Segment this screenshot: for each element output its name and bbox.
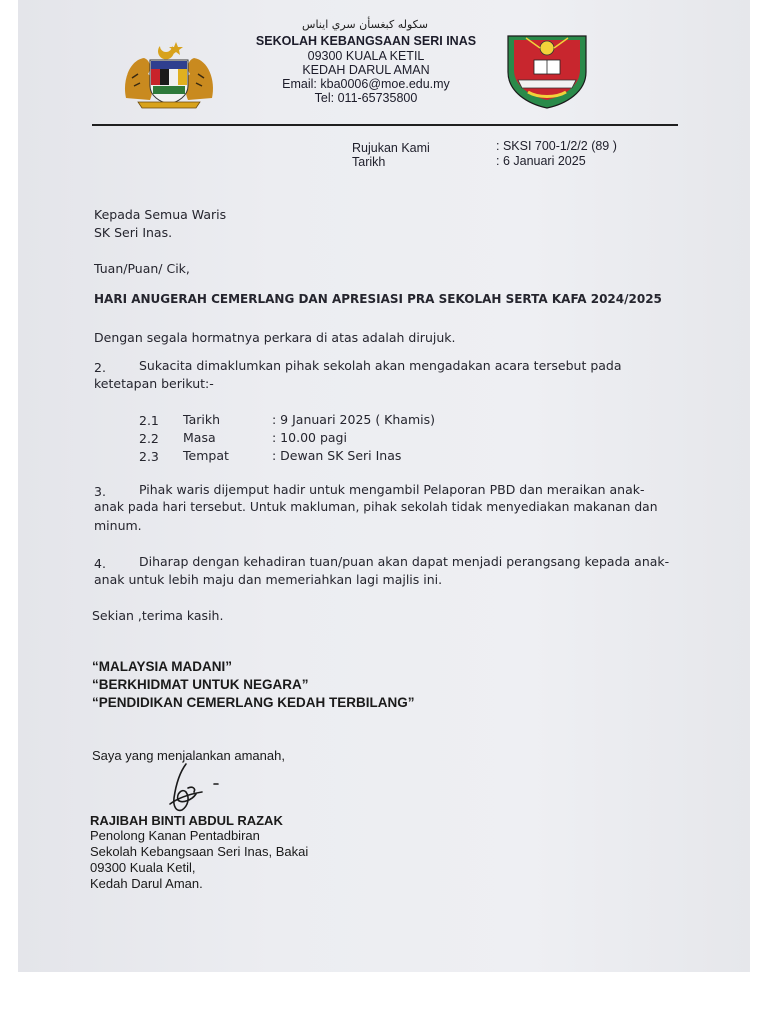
detail-value: : 9 Januari 2025 ( Khamis) bbox=[272, 412, 436, 427]
rujukan-value: : SKSI 700-1/2/2 (89 ) bbox=[496, 139, 617, 153]
paragraph-3-line-1: Pihak waris dijemput hadir untuk mengambil Pelaporan PBD dan meraikan anak- bbox=[139, 482, 645, 497]
detail-number: 2.2 bbox=[139, 431, 159, 446]
coat-of-arms-icon bbox=[120, 38, 218, 110]
tarikh-label: Tarikh bbox=[352, 155, 386, 169]
signatory-name: RAJIBAH BINTI ABDUL RAZAK bbox=[90, 813, 283, 828]
tarikh-value: : 6 Januari 2025 bbox=[496, 154, 586, 168]
signatory-address-1: 09300 Kuala Ketil, bbox=[90, 860, 196, 875]
paragraph-1: Dengan segala hormatnya perkara di atas adalah dirujuk. bbox=[94, 330, 456, 345]
recipient-line-1: Kepada Semua Waris bbox=[94, 207, 227, 222]
school-phone: Tel: 011-65735800 bbox=[314, 91, 418, 105]
paragraph-4-line-1: Diharap dengan kehadiran tuan/puan akan dapat menjadi perangsang kepada anak- bbox=[139, 554, 670, 569]
address-line-1: 09300 KUALA KETIL bbox=[307, 49, 425, 63]
trust-line: Saya yang menjalankan amanah, bbox=[92, 748, 285, 763]
paragraph-4-number: 4. bbox=[94, 556, 106, 571]
address-line-2: KEDAH DARUL AMAN bbox=[302, 63, 430, 77]
school-email: Email: kba0006@moe.edu.my bbox=[282, 77, 450, 91]
paragraph-3-line-2: anak pada hari tersebut. Untuk makluman, pihak sekolah tidak menyediakan makanan dan bbox=[94, 500, 658, 514]
motto-line: “BERKHIDMAT UNTUK NEGARA” bbox=[92, 677, 309, 692]
motto-line: “MALAYSIA MADANI” bbox=[92, 659, 233, 674]
closing-line: Sekian ,terima kasih. bbox=[92, 608, 224, 623]
handwritten-signature bbox=[162, 758, 232, 816]
school-name-jawi: سكوله كبغسأن سري ايناس bbox=[302, 18, 428, 31]
detail-value: : Dewan SK Seri Inas bbox=[272, 448, 402, 463]
rujukan-label: Rujukan Kami bbox=[352, 141, 430, 155]
paragraph-2-number: 2. bbox=[94, 360, 106, 375]
detail-number: 2.3 bbox=[139, 449, 159, 464]
paragraph-3-number: 3. bbox=[94, 484, 106, 499]
signatory-school: Sekolah Kebangsaan Seri Inas, Bakai bbox=[90, 844, 309, 859]
signatory-address-2: Kedah Darul Aman. bbox=[90, 876, 203, 891]
signatory-title: Penolong Kanan Pentadbiran bbox=[90, 828, 260, 843]
detail-label: Tempat bbox=[183, 448, 229, 463]
school-crest-icon bbox=[504, 26, 590, 110]
paragraph-3-line-3: minum. bbox=[94, 518, 142, 533]
paragraph-2-line-2: ketetapan berikut:- bbox=[94, 376, 214, 391]
salutation: Tuan/Puan/ Cik, bbox=[94, 261, 190, 276]
paragraph-4-line-2: anak untuk lebih maju dan memeriahkan lagi majlis ini. bbox=[94, 572, 443, 587]
detail-number: 2.1 bbox=[139, 413, 159, 428]
header-divider bbox=[92, 124, 678, 126]
detail-value: : 10.00 pagi bbox=[272, 430, 347, 445]
detail-label: Tarikh bbox=[183, 412, 220, 427]
recipient-line-2: SK Seri Inas. bbox=[94, 225, 173, 240]
motto-line: “PENDIDIKAN CEMERLANG KEDAH TERBILANG” bbox=[92, 695, 415, 710]
school-name: SEKOLAH KEBANGSAAN SERI INAS bbox=[255, 34, 477, 48]
paragraph-2-line-1: Sukacita dimaklumkan pihak sekolah akan mengadakan acara tersebut pada bbox=[139, 358, 622, 373]
detail-label: Masa bbox=[183, 430, 216, 445]
letter-subject: HARI ANUGERAH CEMERLANG DAN APRESIASI PRA SEKOLAH SERTA KAFA 2024/2025 bbox=[94, 292, 662, 306]
